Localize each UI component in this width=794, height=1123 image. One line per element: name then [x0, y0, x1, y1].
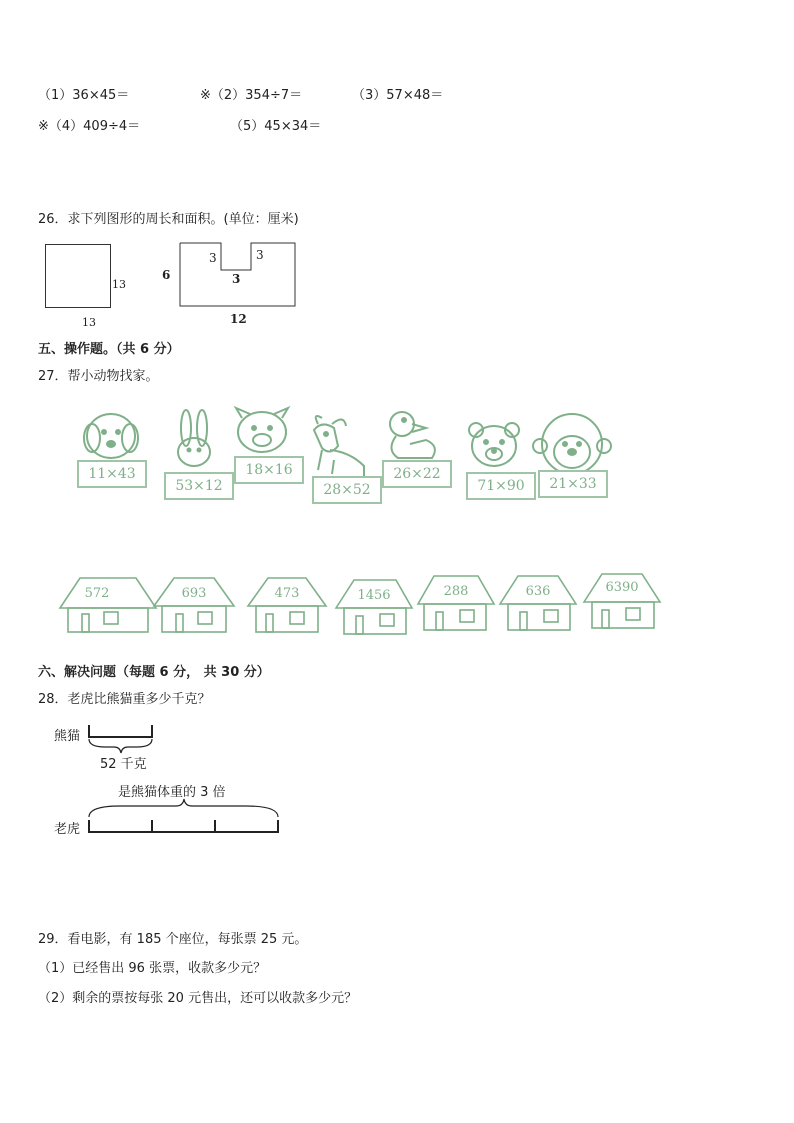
house-number: 636: [525, 584, 551, 599]
animal-card-dog: 11×43: [77, 460, 147, 488]
house-number: 693: [181, 586, 207, 601]
panda-weight-label: 52 千克: [100, 757, 147, 772]
shape-notch-right-label: 3: [256, 248, 264, 262]
q26-title: 26．求下列图形的周长和面积。(单位：厘米): [38, 212, 299, 227]
calc-q1: （1）36×45＝: [38, 88, 130, 103]
calc-q2: ※（2）354÷7＝: [200, 88, 303, 103]
animal-card-bear: 71×90: [466, 472, 536, 500]
q29-sub1: （1）已经售出 96 张票，收款多少元？: [38, 961, 267, 976]
q29-sub2: （2）剩余的票按每张 20 元售出，还可以收款多少元？: [38, 991, 358, 1006]
calc-q3: （3）57×48＝: [352, 88, 444, 103]
section6-title: 六、解决问题（每题 6 分， 共 30 分）: [38, 665, 270, 680]
shape-notch-left-label: 3: [209, 251, 217, 265]
panda-label: 熊猫: [54, 729, 81, 744]
animal-card-duck: 26×22: [382, 460, 452, 488]
animal-card-goat: 28×52: [312, 476, 382, 504]
calc-q4: ※（4）409÷4＝: [38, 119, 141, 134]
shape-left-label: 6: [162, 268, 171, 282]
animal-card-pig: 18×16: [234, 456, 304, 484]
section5-title: 五、操作题。（共 6 分）: [38, 342, 180, 357]
square-bottom-label: 13: [82, 316, 96, 329]
shape-notch-bottom-label: 3: [232, 272, 241, 286]
square-side-label: 13: [112, 278, 126, 291]
q27-title: 27．帮小动物找家。: [38, 369, 159, 384]
q28-title: 28．老虎比熊猫重多少千克？: [38, 692, 211, 707]
tiger-label: 老虎: [54, 822, 81, 837]
tiger-note: 是熊猫体重的 3 倍: [118, 785, 226, 800]
house-number: 572: [84, 586, 110, 601]
shape-bottom-label: 12: [230, 312, 247, 326]
calc-q5: （5）45×34＝: [230, 119, 322, 134]
house-number: 473: [274, 586, 300, 601]
q29-title: 29．看电影，有 185 个座位，每张票 25 元。: [38, 932, 308, 947]
house-number: 6390: [605, 580, 639, 595]
house-number: 288: [443, 584, 469, 599]
animal-card-monkey: 21×33: [538, 470, 608, 498]
animal-card-rabbit: 53×12: [164, 472, 234, 500]
house-number: 1456: [357, 588, 391, 603]
